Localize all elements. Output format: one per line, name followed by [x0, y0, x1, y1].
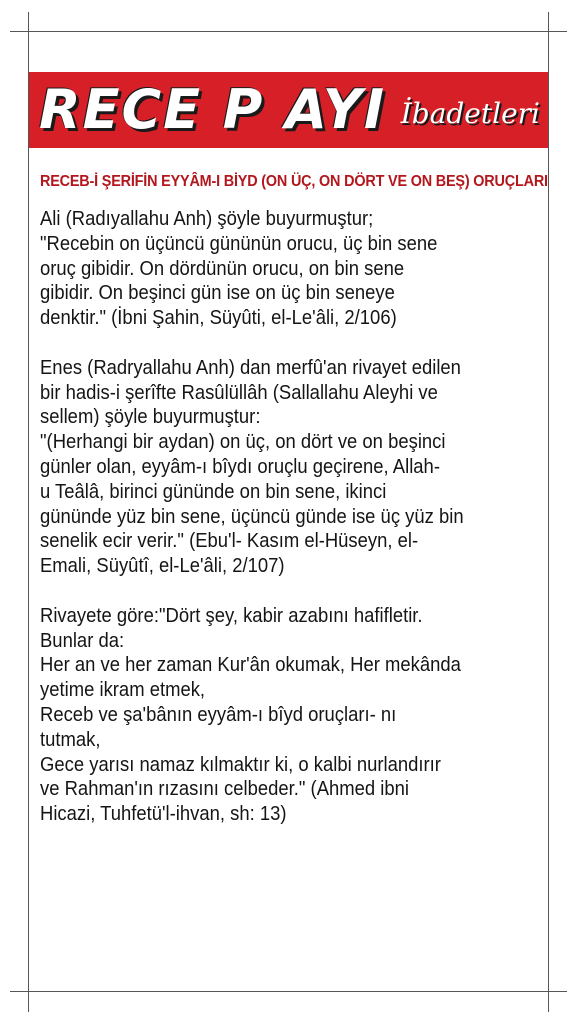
- text-line: yetime ikram etmek,: [40, 678, 206, 702]
- frame-right-line: [548, 12, 549, 1012]
- text-line: sellem) şöyle buyurmuştur:: [40, 405, 261, 429]
- text-line: Her an ve her zaman Kur'ân okumak, Her mekânda: [40, 653, 461, 677]
- text-line: Ali (Radıyallahu Anh) şöyle buyurmuştur;: [40, 207, 374, 230]
- paragraph-rivayet: [40, 604, 545, 827]
- text-line: bir hadis-i şerîfte Rasûlüllâh (Sallallahu Aleyhi ve: [40, 380, 438, 404]
- paragraph-enes: [40, 356, 545, 579]
- frame-bottom-line: [10, 991, 567, 992]
- text-line: Bunlar da:: [40, 628, 125, 652]
- text-line: "(Herhangi bir aydan) on üç, on dört ve on beşinci: [40, 430, 446, 454]
- text-line: gününde yüz bin sene, üçüncü günde ise üç yüz bin: [40, 504, 464, 528]
- paragraph-ali: [40, 207, 545, 331]
- text-line: u Teâlâ, birinci gününde on bin sene, ikinci: [40, 479, 387, 503]
- text-line: Rivayete göre:"Dört şey, kabir azabını hafifletir.: [40, 603, 423, 627]
- title-banner: [29, 72, 548, 148]
- article-body: [40, 207, 545, 827]
- text-line: Emali, Süyûtî, el-Le'âli, 2/107): [40, 554, 285, 578]
- text-line: tutmak,: [40, 727, 101, 751]
- text-line: Hicazi, Tuhfetü'l-ihvan, sh: 13): [40, 802, 287, 826]
- text-line: "Recebin on üçüncü gününün orucu, üç bin sene: [40, 231, 438, 255]
- text-line: Enes (Radryallahu Anh) dan merfû'an rivayet edilen: [40, 355, 461, 379]
- frame-top-line: [10, 31, 567, 32]
- frame-left-line: [28, 12, 29, 1012]
- text-line: Receb ve şa'bânın eyyâm-ı bîyd oruçları- nı: [40, 702, 397, 726]
- banner-title: RECE P AYI: [39, 78, 386, 141]
- paragraph-gap: [40, 331, 545, 356]
- paragraph-gap: [40, 579, 545, 604]
- banner-subtitle: İbadetleri: [400, 97, 540, 130]
- section-heading: RECEB-İ ŞERİFİN EYYÂM-I BİYD (ON ÜÇ, ON DÖRT VE ON BEŞ) ORUÇLARI: [40, 173, 548, 190]
- text-line: ve Rahman'ın rızasını celbeder." (Ahmed ibni: [40, 777, 410, 801]
- text-line: gibidir. On beşinci gün ise on üç bin seneye: [40, 281, 395, 305]
- text-line: senelik ecir verir." (Ebu'l- Kasım el-Hüseyn, el-: [40, 529, 419, 553]
- text-line: günler olan, eyyâm-ı bîydı oruçlu geçirene, Allah-: [40, 454, 440, 478]
- text-line: denktir." (İbni Şahin, Süyûti, el-Le'âli, 2/106): [40, 306, 397, 330]
- text-line: Gece yarısı namaz kılmaktır ki, o kalbi nurlandırır: [40, 752, 441, 776]
- text-line: oruç gibidir. On dördünün orucu, on bin sene: [40, 256, 405, 280]
